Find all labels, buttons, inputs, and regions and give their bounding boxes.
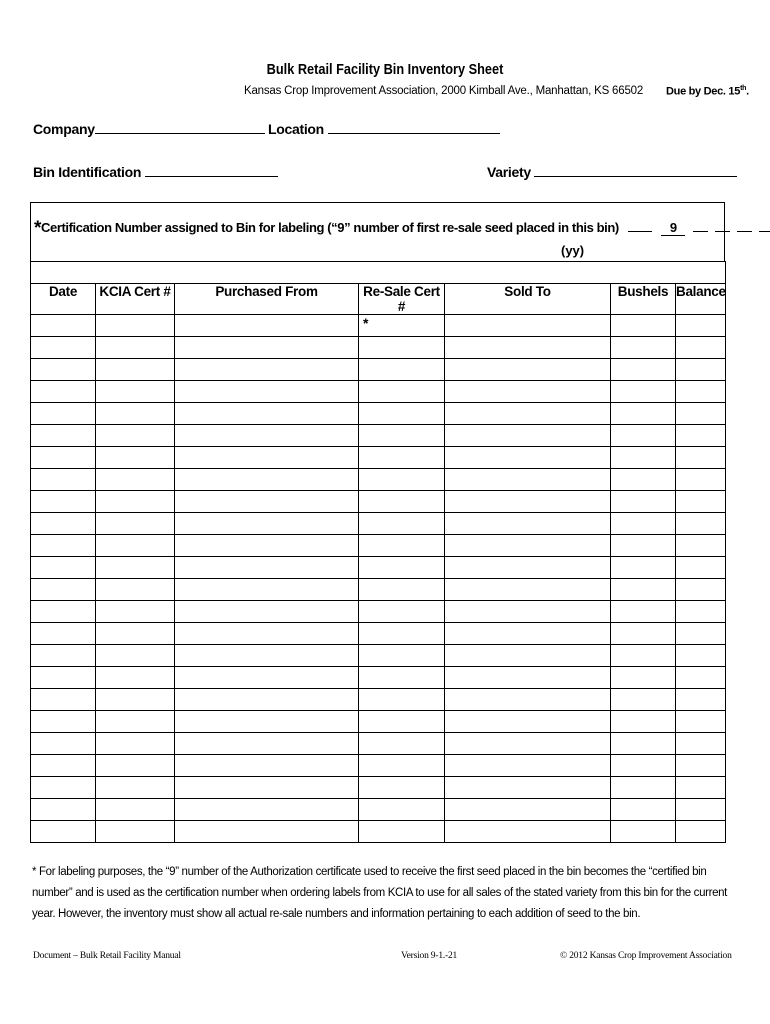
cell-bushels[interactable] <box>611 337 676 359</box>
inventory-table <box>30 261 726 843</box>
cell-date[interactable] <box>31 579 96 601</box>
cell-resale-cert[interactable] <box>359 579 445 601</box>
cell-bushels[interactable] <box>611 425 676 447</box>
cell-date[interactable] <box>31 359 96 381</box>
table-row <box>31 359 726 381</box>
cell-date[interactable] <box>31 689 96 711</box>
cell-kcia-cert[interactable] <box>96 359 175 381</box>
bin-identification-label: Bin Identification <box>33 164 142 180</box>
cell-balance[interactable] <box>676 623 726 645</box>
table-row <box>31 337 726 359</box>
cell-kcia-cert[interactable] <box>96 579 175 601</box>
cell-bushels[interactable] <box>611 447 676 469</box>
cell-purchased-from[interactable] <box>175 557 359 579</box>
cell-balance[interactable] <box>676 667 726 689</box>
cell-purchased-from[interactable] <box>175 711 359 733</box>
cell-kcia-cert[interactable] <box>96 777 175 799</box>
table-row <box>31 403 726 425</box>
cell-date[interactable] <box>31 381 96 403</box>
cell-sold-to[interactable] <box>445 799 611 821</box>
cell-sold-to[interactable] <box>445 315 611 337</box>
table-row <box>31 425 726 447</box>
company-label: Company <box>33 121 95 137</box>
cell-bushels[interactable] <box>611 601 676 623</box>
table-row <box>31 557 726 579</box>
cell-resale-cert[interactable]: * <box>359 315 445 337</box>
cell-sold-to[interactable] <box>445 689 611 711</box>
cell-date[interactable] <box>31 557 96 579</box>
table-row <box>31 579 726 601</box>
cert-digit-prefilled[interactable]: 9 <box>661 220 685 236</box>
cell-sold-to[interactable] <box>445 381 611 403</box>
table-row <box>31 601 726 623</box>
cell-kcia-cert[interactable] <box>96 337 175 359</box>
cell-date[interactable] <box>31 623 96 645</box>
footer-version: Version 9-1.-21 <box>401 951 458 961</box>
bin-identification-blank[interactable] <box>145 163 278 177</box>
cell-kcia-cert[interactable] <box>96 425 175 447</box>
cell-resale-cert[interactable] <box>359 623 445 645</box>
cell-sold-to[interactable] <box>445 579 611 601</box>
cell-balance[interactable] <box>676 777 726 799</box>
cell-bushels[interactable] <box>611 689 676 711</box>
cell-purchased-from[interactable] <box>175 337 359 359</box>
cell-sold-to[interactable] <box>445 601 611 623</box>
page-title: Bulk Retail Facility Bin Inventory Sheet <box>266 61 504 78</box>
cell-resale-cert[interactable] <box>359 513 445 535</box>
cell-resale-cert[interactable] <box>359 447 445 469</box>
table-row <box>31 535 726 557</box>
cell-purchased-from[interactable] <box>175 425 359 447</box>
cell-kcia-cert[interactable] <box>96 623 175 645</box>
cell-kcia-cert[interactable] <box>96 689 175 711</box>
cell-date[interactable] <box>31 733 96 755</box>
cell-sold-to[interactable] <box>445 491 611 513</box>
cell-bushels[interactable] <box>611 513 676 535</box>
cell-kcia-cert[interactable] <box>96 381 175 403</box>
cell-bushels[interactable] <box>611 557 676 579</box>
table-row <box>31 755 726 777</box>
cell-kcia-cert[interactable] <box>96 491 175 513</box>
table-row <box>31 799 726 821</box>
location-field[interactable] <box>268 120 500 137</box>
variety-blank[interactable] <box>534 163 737 177</box>
cell-bushels[interactable] <box>611 777 676 799</box>
table-row <box>31 381 726 403</box>
cell-kcia-cert[interactable] <box>96 315 175 337</box>
cell-date[interactable] <box>31 491 96 513</box>
cell-kcia-cert[interactable] <box>96 755 175 777</box>
cell-bushels[interactable] <box>611 315 676 337</box>
cell-sold-to[interactable] <box>445 337 611 359</box>
cell-resale-cert[interactable] <box>359 359 445 381</box>
cell-sold-to[interactable] <box>445 403 611 425</box>
cell-resale-cert[interactable] <box>359 755 445 777</box>
cell-purchased-from[interactable] <box>175 689 359 711</box>
cell-purchased-from[interactable] <box>175 535 359 557</box>
cell-purchased-from[interactable] <box>175 799 359 821</box>
cell-sold-to[interactable] <box>445 667 611 689</box>
cell-kcia-cert[interactable] <box>96 557 175 579</box>
cell-kcia-cert[interactable] <box>96 667 175 689</box>
table-row <box>31 513 726 535</box>
cert-digit-blank-4[interactable] <box>737 218 752 232</box>
cell-sold-to[interactable] <box>445 359 611 381</box>
cell-purchased-from[interactable] <box>175 601 359 623</box>
cell-sold-to[interactable] <box>445 777 611 799</box>
cell-balance[interactable] <box>676 469 726 491</box>
cell-bushels[interactable] <box>611 491 676 513</box>
cell-kcia-cert[interactable] <box>96 821 175 843</box>
cell-resale-cert[interactable] <box>359 645 445 667</box>
cell-date[interactable] <box>31 425 96 447</box>
cell-sold-to[interactable] <box>445 535 611 557</box>
due-date: Due by Dec. 15th. <box>666 85 749 98</box>
cell-balance[interactable] <box>676 711 726 733</box>
table-row <box>31 315 726 337</box>
cell-purchased-from[interactable] <box>175 755 359 777</box>
cell-balance[interactable] <box>676 799 726 821</box>
cell-kcia-cert[interactable] <box>96 513 175 535</box>
cell-sold-to[interactable] <box>445 447 611 469</box>
asterisk: * <box>34 218 41 239</box>
cell-date[interactable] <box>31 315 96 337</box>
footnote: * For labeling purposes, the “9” number of the Authorization certificate used to receive the first seed placed in the bin becomes the “certified bin number” and is used as the certification number when ordering labels from KCIA to use for all sales of the stated variety from this bin for the current year. However, the inventory must show all actual re-sale numbers and information pertaining to each addition of seed to the bin. <box>32 866 728 920</box>
cell-purchased-from[interactable] <box>175 491 359 513</box>
cell-purchased-from[interactable] <box>175 579 359 601</box>
association-address: Kansas Crop Improvement Association, 2000 Kimball Ave., Manhattan, KS 66502 <box>244 85 644 97</box>
cell-date[interactable] <box>31 535 96 557</box>
table-row <box>31 667 726 689</box>
table-spacer-row <box>31 262 726 284</box>
cell-sold-to[interactable] <box>445 711 611 733</box>
cell-bushels[interactable] <box>611 623 676 645</box>
cell-sold-to[interactable] <box>445 623 611 645</box>
cell-balance[interactable] <box>676 601 726 623</box>
company-blank[interactable] <box>95 120 265 134</box>
table-row <box>31 689 726 711</box>
table-row <box>31 821 726 843</box>
column-header-sold-to: Sold To <box>445 284 611 315</box>
location-label: Location <box>268 121 324 137</box>
cell-date[interactable] <box>31 755 96 777</box>
cell-kcia-cert[interactable] <box>96 733 175 755</box>
cell-sold-to[interactable] <box>445 733 611 755</box>
footer-copyright: © 2012 Kansas Crop Improvement Association <box>560 951 732 961</box>
cell-purchased-from[interactable] <box>175 447 359 469</box>
cell-kcia-cert[interactable] <box>96 601 175 623</box>
cell-bushels[interactable] <box>611 403 676 425</box>
cell-resale-cert[interactable] <box>359 821 445 843</box>
cell-resale-cert[interactable] <box>359 711 445 733</box>
cell-sold-to[interactable] <box>445 755 611 777</box>
cell-kcia-cert[interactable] <box>96 535 175 557</box>
cell-kcia-cert[interactable] <box>96 645 175 667</box>
cell-balance[interactable] <box>676 447 726 469</box>
cell-sold-to[interactable] <box>445 557 611 579</box>
variety-label: Variety <box>487 164 531 180</box>
cell-bushels[interactable] <box>611 711 676 733</box>
cell-bushels[interactable] <box>611 381 676 403</box>
cell-kcia-cert[interactable] <box>96 711 175 733</box>
cell-bushels[interactable] <box>611 821 676 843</box>
cell-resale-cert[interactable] <box>359 689 445 711</box>
cert-digit-blank-3[interactable] <box>715 218 730 232</box>
cell-date[interactable] <box>31 777 96 799</box>
cell-bushels[interactable] <box>611 645 676 667</box>
cell-purchased-from[interactable] <box>175 733 359 755</box>
cell-resale-cert[interactable] <box>359 425 445 447</box>
cell-resale-cert[interactable] <box>359 733 445 755</box>
footer-document: Document – Bulk Retail Facility Manual <box>33 951 181 961</box>
cell-kcia-cert[interactable] <box>96 447 175 469</box>
cell-purchased-from[interactable] <box>175 645 359 667</box>
cell-balance[interactable] <box>676 315 726 337</box>
cert-digit-blank-5[interactable] <box>759 218 770 232</box>
table-row <box>31 711 726 733</box>
table-row <box>31 491 726 513</box>
cell-balance[interactable] <box>676 755 726 777</box>
cert-digit-blank-1[interactable] <box>628 218 652 232</box>
cell-resale-cert[interactable] <box>359 535 445 557</box>
cell-balance[interactable] <box>676 557 726 579</box>
cell-resale-cert[interactable] <box>359 601 445 623</box>
cell-date[interactable] <box>31 469 96 491</box>
table-row <box>31 447 726 469</box>
cell-purchased-from[interactable] <box>175 777 359 799</box>
column-header-kcia-cert: KCIA Cert # <box>96 284 175 315</box>
cell-balance[interactable] <box>676 579 726 601</box>
cell-bushels[interactable] <box>611 667 676 689</box>
cell-date[interactable] <box>31 337 96 359</box>
cell-balance[interactable] <box>676 359 726 381</box>
column-header-bushels: Bushels <box>611 284 676 315</box>
cell-purchased-from[interactable] <box>175 359 359 381</box>
location-blank[interactable] <box>328 120 500 134</box>
cell-resale-cert[interactable] <box>359 469 445 491</box>
cell-purchased-from[interactable] <box>175 623 359 645</box>
cell-resale-cert[interactable] <box>359 667 445 689</box>
certification-text: *Certification Number assigned to Bin for labeling (“9” number of first re-sale seed placed in this bin) 9 <box>34 216 770 238</box>
cell-sold-to[interactable] <box>445 513 611 535</box>
cell-resale-cert[interactable] <box>359 777 445 799</box>
cell-purchased-from[interactable] <box>175 403 359 425</box>
cell-resale-cert[interactable] <box>359 557 445 579</box>
table-row <box>31 733 726 755</box>
cell-date[interactable] <box>31 821 96 843</box>
cell-purchased-from[interactable] <box>175 821 359 843</box>
cell-bushels[interactable] <box>611 733 676 755</box>
cell-date[interactable] <box>31 513 96 535</box>
cell-date[interactable] <box>31 447 96 469</box>
cell-purchased-from[interactable] <box>175 381 359 403</box>
cell-bushels[interactable] <box>611 579 676 601</box>
column-header-purchased-from: Purchased From <box>175 284 359 315</box>
cell-kcia-cert[interactable] <box>96 469 175 491</box>
table-row <box>31 777 726 799</box>
cell-resale-cert[interactable] <box>359 403 445 425</box>
cell-date[interactable] <box>31 645 96 667</box>
cell-bushels[interactable] <box>611 535 676 557</box>
cell-sold-to[interactable] <box>445 469 611 491</box>
variety-field[interactable] <box>487 163 737 180</box>
cell-balance[interactable] <box>676 821 726 843</box>
cell-purchased-from[interactable] <box>175 667 359 689</box>
cell-purchased-from[interactable] <box>175 513 359 535</box>
cell-sold-to[interactable] <box>445 425 611 447</box>
cell-sold-to[interactable] <box>445 645 611 667</box>
cell-balance[interactable] <box>676 491 726 513</box>
year-label: (yy) <box>561 243 585 258</box>
cell-kcia-cert[interactable] <box>96 799 175 821</box>
cell-balance[interactable] <box>676 513 726 535</box>
cell-balance[interactable] <box>676 381 726 403</box>
table-row <box>31 469 726 491</box>
cell-balance[interactable] <box>676 645 726 667</box>
cell-bushels[interactable] <box>611 799 676 821</box>
cell-bushels[interactable] <box>611 359 676 381</box>
column-header-date: Date <box>31 284 96 315</box>
cell-balance[interactable] <box>676 403 726 425</box>
cell-balance[interactable] <box>676 337 726 359</box>
cell-resale-cert[interactable] <box>359 337 445 359</box>
cell-balance[interactable] <box>676 535 726 557</box>
cell-date[interactable] <box>31 667 96 689</box>
cell-balance[interactable] <box>676 689 726 711</box>
cell-balance[interactable] <box>676 733 726 755</box>
cert-digit-blank-2[interactable] <box>693 218 708 232</box>
table-header-row <box>31 284 726 315</box>
certification-section <box>30 202 725 262</box>
company-field[interactable] <box>33 120 265 137</box>
column-header-balance: Balance <box>676 284 726 315</box>
cell-purchased-from[interactable] <box>175 469 359 491</box>
cell-resale-cert[interactable] <box>359 491 445 513</box>
cell-resale-cert[interactable] <box>359 381 445 403</box>
cell-date[interactable] <box>31 799 96 821</box>
column-header-resale-cert: Re-Sale Cert # <box>359 284 445 315</box>
cell-date[interactable] <box>31 403 96 425</box>
table-row <box>31 623 726 645</box>
cell-resale-cert[interactable] <box>359 799 445 821</box>
cell-kcia-cert[interactable] <box>96 403 175 425</box>
cell-purchased-from[interactable] <box>175 315 359 337</box>
cell-balance[interactable] <box>676 425 726 447</box>
cell-sold-to[interactable] <box>445 821 611 843</box>
cell-date[interactable] <box>31 601 96 623</box>
cell-bushels[interactable] <box>611 755 676 777</box>
cell-bushels[interactable] <box>611 469 676 491</box>
table-row <box>31 645 726 667</box>
cell-date[interactable] <box>31 711 96 733</box>
bin-identification-field[interactable] <box>33 163 278 180</box>
